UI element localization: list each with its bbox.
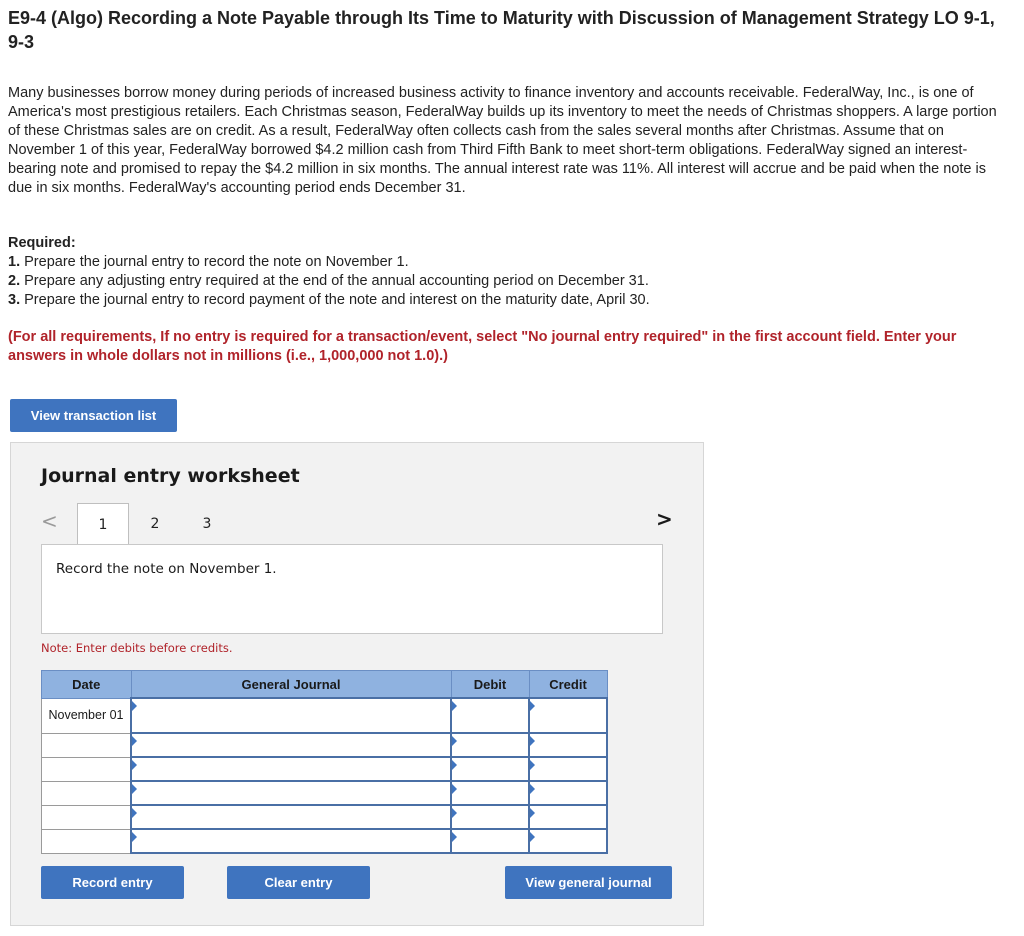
entry-note: Note: Enter debits before credits. — [41, 641, 233, 655]
chevron-left-icon[interactable]: < — [41, 509, 58, 533]
dropdown-marker-icon — [452, 784, 457, 794]
worksheet-title: Journal entry worksheet — [41, 465, 300, 487]
dropdown-marker-icon — [132, 736, 137, 746]
date-cell: November 01 — [42, 698, 132, 733]
dropdown-marker-icon — [530, 784, 535, 794]
debit-input[interactable] — [451, 733, 529, 757]
debit-input[interactable] — [451, 698, 529, 733]
dropdown-marker-icon — [452, 701, 457, 711]
required-label: Required: — [8, 235, 76, 251]
credit-input[interactable] — [529, 781, 607, 805]
account-input[interactable] — [131, 805, 451, 829]
date-cell — [42, 733, 132, 757]
date-cell — [42, 805, 132, 829]
account-input[interactable] — [131, 733, 451, 757]
table-row — [42, 805, 608, 829]
journal-entry-worksheet — [10, 442, 704, 926]
table-row — [42, 829, 608, 853]
dropdown-marker-icon — [452, 736, 457, 746]
requirement-text: Prepare the journal entry to record payment of the note and interest on the maturity date, April 30. — [24, 292, 650, 308]
dropdown-marker-icon — [452, 760, 457, 770]
credit-input[interactable] — [529, 733, 607, 757]
answer-instruction: (For all requirements, If no entry is required for a transaction/event, select "No journal entry required" in the first account field. Enter your answers in whole dollars not in millions (i.e., 1,000,000 not 1.0).) — [8, 329, 957, 364]
dropdown-marker-icon — [530, 832, 535, 842]
debit-input[interactable] — [451, 829, 529, 853]
debit-input[interactable] — [451, 781, 529, 805]
journal-table — [41, 670, 608, 854]
dropdown-marker-icon — [132, 832, 137, 842]
entry-prompt-box — [41, 544, 663, 634]
debit-input[interactable] — [451, 805, 529, 829]
dropdown-marker-icon — [132, 701, 137, 711]
tab-2[interactable]: 2 — [150, 516, 160, 532]
column-header-general-journal: General Journal — [131, 671, 451, 699]
column-header-credit: Credit — [529, 671, 607, 699]
credit-input[interactable] — [529, 698, 607, 733]
entry-prompt: Record the note on November 1. — [56, 561, 277, 577]
credit-input[interactable] — [529, 757, 607, 781]
column-header-debit: Debit — [451, 671, 529, 699]
debit-input[interactable] — [451, 757, 529, 781]
clear-entry-button[interactable]: Clear entry — [227, 866, 370, 899]
requirement-item — [8, 253, 1008, 272]
column-header-date: Date — [42, 671, 132, 699]
account-input[interactable] — [131, 829, 451, 853]
dropdown-marker-icon — [132, 784, 137, 794]
requirement-number: 3. — [8, 292, 21, 308]
date-cell — [42, 781, 132, 805]
dropdown-marker-icon — [530, 736, 535, 746]
chevron-right-icon[interactable]: > — [656, 507, 673, 531]
view-transaction-list-button[interactable]: View transaction list — [10, 399, 177, 432]
requirement-item — [8, 272, 1008, 291]
account-input[interactable] — [131, 698, 451, 733]
table-row — [42, 757, 608, 781]
credit-input[interactable] — [529, 829, 607, 853]
journal-header-row — [42, 671, 608, 699]
date-cell — [42, 829, 132, 853]
problem-description: Many businesses borrow money during periods of increased business activity to finance inventory and accounts receivable. FederalWay, Inc., is one of America's most prestigious retailers. Each Christmas season, FederalWay builds up its inventory to meet the needs of Christmas shoppers. A large portion of these Christmas sales are on credit. As a result, FederalWay often collects cash from the sales several months after Christmas. Assume that on November 1 of this year, FederalWay borrowed $4.2 million cash from Third Fifth Bank to meet short-term obligations. FederalWay signed an interest-bearing note and promised to repay the $4.2 million in six months. The annual interest rate was 11%. All interest will accrue and be paid when the note is due in six months. FederalWay's accounting period ends December 31. — [8, 85, 997, 196]
table-row — [42, 698, 608, 733]
requirement-item — [8, 291, 1008, 310]
date-cell — [42, 757, 132, 781]
record-entry-button[interactable]: Record entry — [41, 866, 184, 899]
dropdown-marker-icon — [132, 808, 137, 818]
table-row — [42, 781, 608, 805]
view-general-journal-button[interactable]: View general journal — [505, 866, 672, 899]
tab-1[interactable]: 1 — [77, 503, 129, 545]
tab-3[interactable]: 3 — [202, 516, 212, 532]
requirement-text: Prepare any adjusting entry required at the end of the annual accounting period on December 31. — [24, 273, 649, 289]
dropdown-marker-icon — [530, 808, 535, 818]
dropdown-marker-icon — [452, 808, 457, 818]
dropdown-marker-icon — [530, 701, 535, 711]
dropdown-marker-icon — [530, 760, 535, 770]
credit-input[interactable] — [529, 805, 607, 829]
dropdown-marker-icon — [132, 760, 137, 770]
requirements-section — [8, 234, 1008, 310]
dropdown-marker-icon — [452, 832, 457, 842]
requirement-number: 1. — [8, 254, 21, 270]
account-input[interactable] — [131, 781, 451, 805]
problem-title: E9-4 (Algo) Recording a Note Payable through Its Time to Maturity with Discussion of Management Strategy LO 9-1, 9-3 — [8, 8, 995, 52]
requirement-number: 2. — [8, 273, 21, 289]
account-input[interactable] — [131, 757, 451, 781]
table-row — [42, 733, 608, 757]
requirement-text: Prepare the journal entry to record the note on November 1. — [24, 254, 409, 270]
